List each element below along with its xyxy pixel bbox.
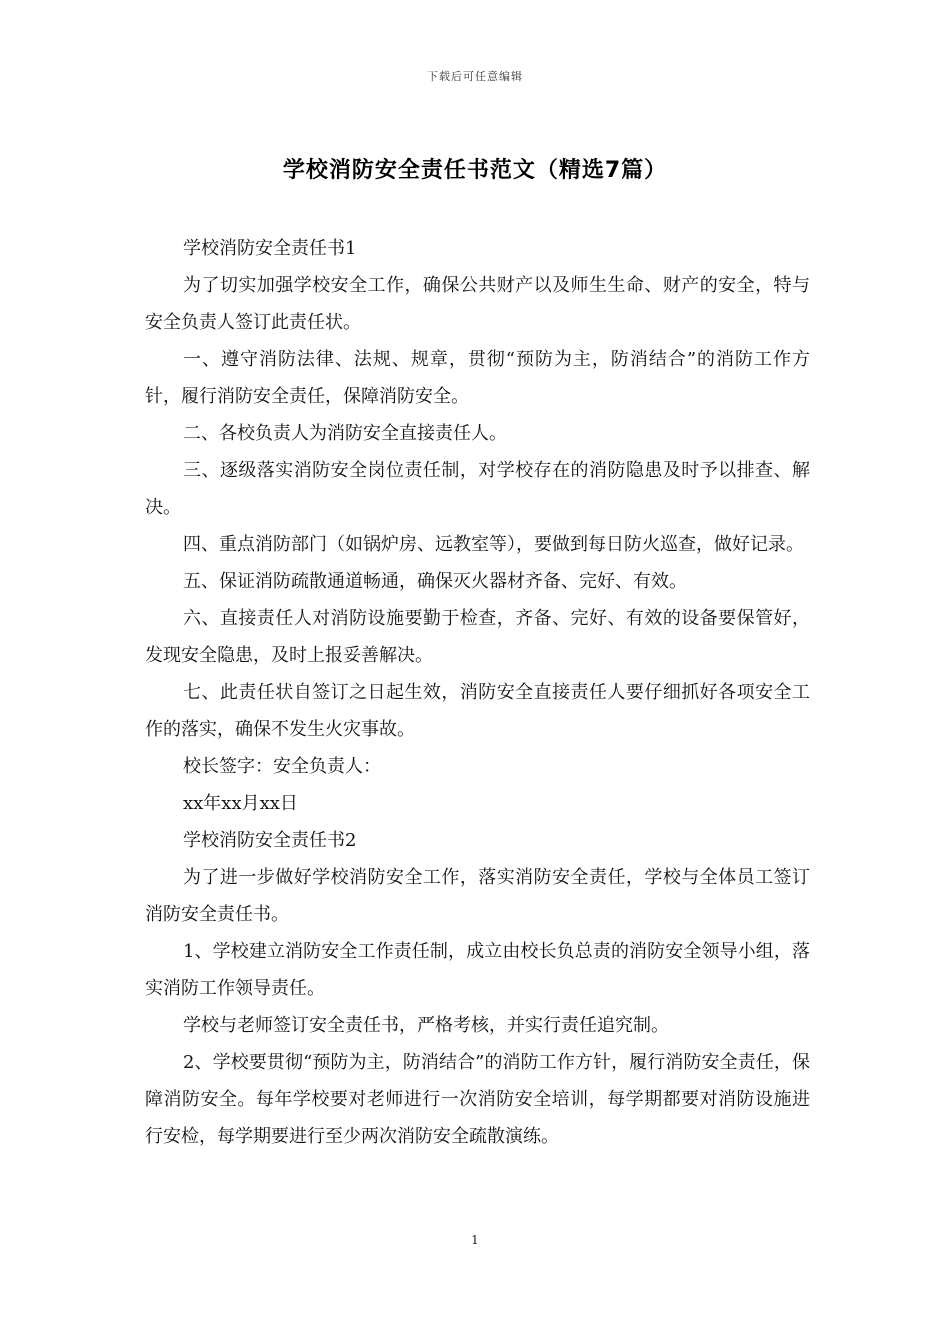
paragraph: 2、学校要贯彻“预防为主，防消结合”的消防工作方针，履行消防安全责任，保障消防安全。每年学校要对老师进行一次消防安全培训，每学期都要对消防设施进行安检，每学期要进行至少两次消防安全疏散演练。 bbox=[145, 1052, 810, 1147]
signature-line: 校长签字：安全负责人： bbox=[183, 756, 381, 777]
paragraph: 五、保证消防疏散通道畅通，确保灭火器材齐备、完好、有效。 bbox=[183, 571, 687, 592]
paragraph: 六、直接责任人对消防设施要勤于检查，齐备、完好、有效的设备要保管好，发现安全隐患，及时上报妥善解决。 bbox=[145, 608, 810, 666]
paragraph: 为了切实加强学校安全工作，确保公共财产以及师生生命、财产的安全，特与安全负责人签订此责任状。 bbox=[145, 275, 810, 333]
paragraph: 三、逐级落实消防安全岗位责任制，对学校存在的消防隐患及时予以排查、解决。 bbox=[145, 460, 810, 518]
date-line: xx年xx月xx日 bbox=[183, 793, 298, 814]
page-number: 1 bbox=[471, 1233, 479, 1247]
paragraph: 一、遵守消防法律、法规、规章，贯彻“预防为主，防消结合”的消防工作方针，履行消防安全责任，保障消防安全。 bbox=[145, 349, 810, 407]
section-heading-1: 学校消防安全责任书1 bbox=[183, 238, 357, 259]
document-title: 学校消防安全责任书范文（精选7篇） bbox=[282, 158, 668, 183]
paragraph: 为了进一步做好学校消防安全工作，落实消防安全责任，学校与全体员工签订消防安全责任书。 bbox=[145, 867, 810, 925]
document-body bbox=[145, 230, 810, 1155]
paragraph: 四、重点消防部门（如锅炉房、远教室等），要做到每日防火巡查，做好记录。 bbox=[183, 534, 804, 555]
section-heading-2: 学校消防安全责任书2 bbox=[183, 830, 357, 851]
paragraph: 学校与老师签订安全责任书，严格考核，并实行责任追究制。 bbox=[183, 1015, 669, 1036]
paragraph: 二、各校负责人为消防安全直接责任人。 bbox=[183, 423, 507, 444]
paragraph: 1、学校建立消防安全工作责任制，成立由校长负总责的消防安全领导小组，落实消防工作领导责任。 bbox=[145, 941, 810, 999]
paragraph: 七、此责任状自签订之日起生效，消防安全直接责任人要仔细抓好各项安全工作的落实，确保不发生火灾事故。 bbox=[145, 682, 810, 740]
header-note: 下载后可任意编辑 bbox=[427, 70, 523, 83]
